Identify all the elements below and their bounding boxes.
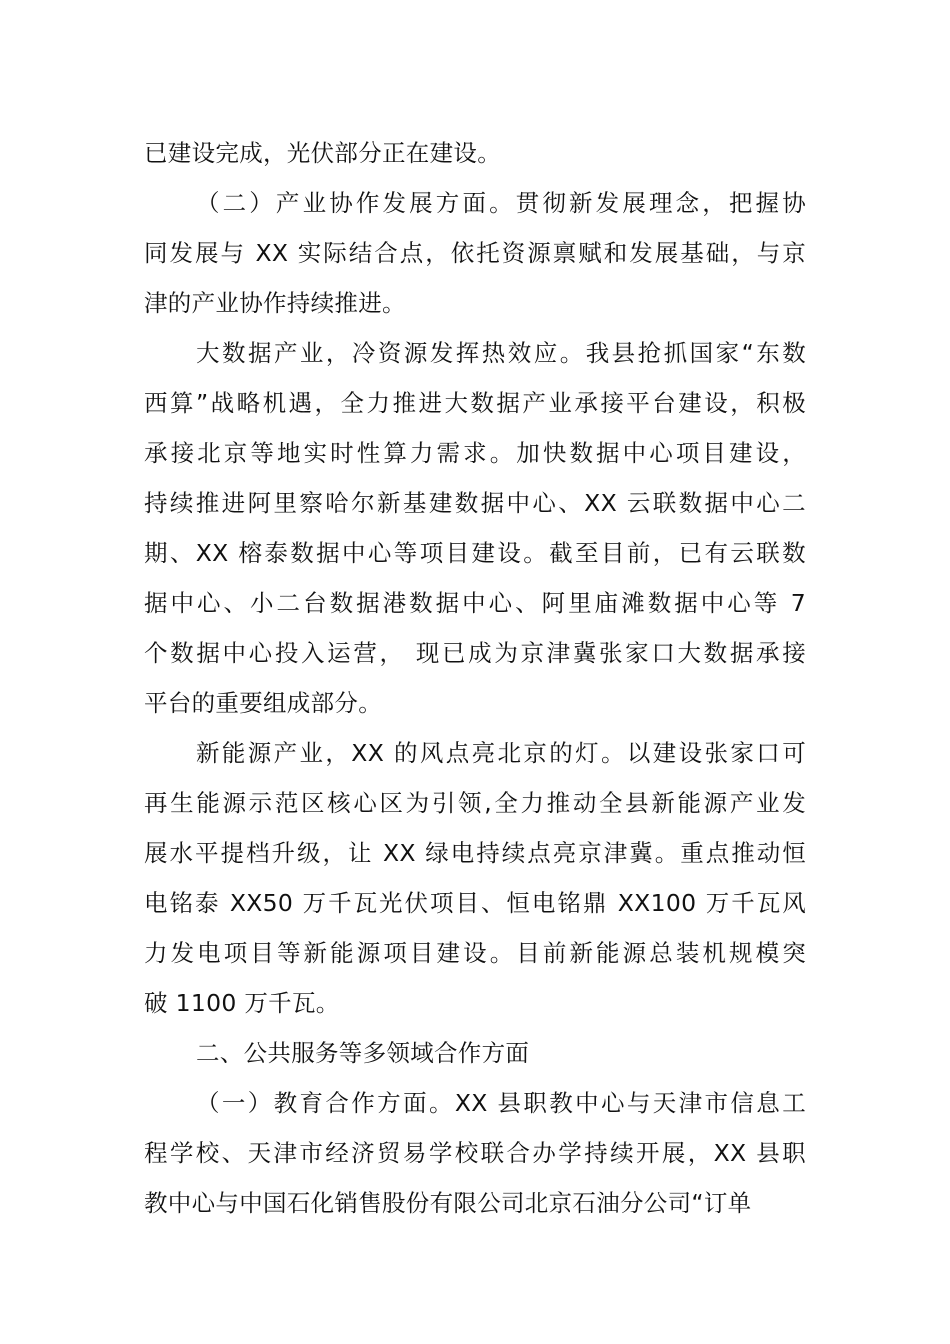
text-line: 承接北京等地实时性算力需求。加快数据中心项目建设， <box>144 439 806 467</box>
text-line: （二）产业协作发展方面。贯彻新发展理念，把握协 <box>196 189 806 217</box>
text-line: 已建设完成，光伏部分正在建设。 <box>144 139 501 167</box>
paragraph <box>144 1078 806 1228</box>
paragraph <box>144 328 806 728</box>
text-line: 据中心、小二台数据港数据中心、阿里庙滩数据中心等 7 <box>144 589 806 617</box>
text-line: （一）教育合作方面。XX 县职教中心与天津市信息工 <box>196 1089 806 1117</box>
text-line: 力发电项目等新能源项目建设。目前新能源总装机规模突 <box>144 939 806 967</box>
text-line: 教中心与中国石化销售股份有限公司北京石油分公司“订单 <box>144 1189 752 1217</box>
paragraph <box>144 128 806 178</box>
text-line: 程学校、天津市经济贸易学校联合办学持续开展，XX 县职 <box>144 1139 806 1167</box>
text-line: 展水平提档升级，让 XX 绿电持续点亮京津冀。重点推动恒 <box>144 839 806 867</box>
text-line: 同发展与 XX 实际结合点，依托资源禀赋和发展基础，与京 <box>144 239 806 267</box>
text-line: 津的产业协作持续推进。 <box>144 289 406 317</box>
text-line: 再生能源示范区核心区为引领,全力推动全县新能源产业发 <box>144 789 806 817</box>
paragraph <box>144 728 806 1028</box>
text-line: 大数据产业，冷资源发挥热效应。我县抢抓国家“东数 <box>196 339 806 367</box>
text-line: 破 1100 万千瓦。 <box>144 989 340 1017</box>
text-line: 持续推进阿里察哈尔新基建数据中心、XX 云联数据中心二 <box>144 489 806 517</box>
document-body <box>144 128 806 1228</box>
text-line: 西算”战略机遇，全力推进大数据产业承接平台建设，积极 <box>144 389 806 417</box>
paragraph <box>144 1028 806 1078</box>
text-line: 个数据中心投入运营， 现已成为京津冀张家口大数据承接 <box>144 639 806 667</box>
text-line: 期、XX 榕泰数据中心等项目建设。截至目前，已有云联数 <box>144 539 806 567</box>
document-page <box>144 128 806 1228</box>
text-line: 新能源产业，XX 的风点亮北京的灯。以建设张家口可 <box>196 739 806 767</box>
text-line: 电铭泰 XX50 万千瓦光伏项目、恒电铭鼎 XX100 万千瓦风 <box>144 889 806 917</box>
paragraph <box>144 178 806 328</box>
text-line: 平台的重要组成部分。 <box>144 689 382 717</box>
text-line: 二、公共服务等多领域合作方面 <box>196 1039 530 1067</box>
